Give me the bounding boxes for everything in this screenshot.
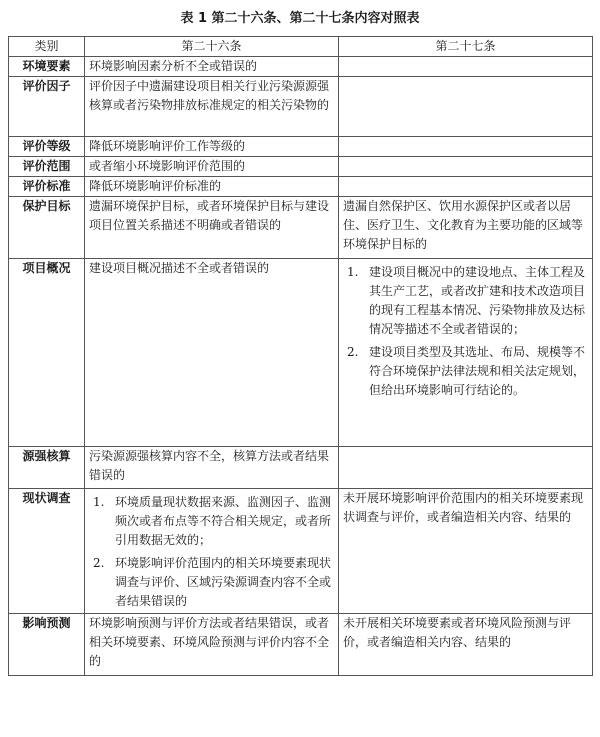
item-text: 环境影响评价范围内的相关环境要素现状调查与评价、区域污染源调查内容不全或者结果错误的 (115, 556, 332, 608)
article-26-cell (85, 489, 339, 614)
list-item (89, 493, 334, 550)
item-number: 2. (347, 345, 359, 359)
table-row (9, 447, 593, 489)
article-27-cell (339, 157, 593, 177)
article-27-cell (339, 259, 593, 447)
row-category: 源强核算 (9, 447, 85, 489)
article-26-cell: 评价因子中遗漏建设项目相关行业污染源源强核算或者污染物排放标准规定的相关污染物的 (85, 77, 339, 137)
article-26-cell: 建设项目概况描述不全或者错误的 (85, 259, 339, 447)
article-27-cell: 未开展环境影响评价范围内的相关环境要素现状调查与评价，或者编造相关内容、结果的 (339, 489, 593, 614)
article-27-cell (339, 57, 593, 77)
table-caption: 表 1 第二十六条、第二十七条内容对照表 (180, 11, 420, 26)
row-category: 评价标准 (9, 177, 85, 197)
article-27-cell (339, 177, 593, 197)
row-category: 影响预测 (9, 614, 85, 676)
item-number: 1. (93, 495, 105, 509)
numbered-list (343, 263, 588, 400)
item-number: 2. (93, 556, 105, 570)
header-article-26: 第二十六条 (85, 37, 339, 57)
row-category: 评价因子 (9, 77, 85, 137)
item-number: 1. (347, 265, 359, 279)
table-row (9, 489, 593, 614)
item-text: 建设项目类型及其选址、布局、规模等不符合环境保护法律法规和相关法定规划，但给出环境影响可行结论的。 (369, 345, 586, 397)
table-row (9, 77, 593, 137)
row-category: 评价范围 (9, 157, 85, 177)
article-26-cell: 或者缩小环境影响评价范围的 (85, 157, 339, 177)
table-row (9, 177, 593, 197)
header-category: 类别 (9, 37, 85, 57)
list-item (89, 554, 334, 611)
row-category: 评价等级 (9, 137, 85, 157)
numbered-list (89, 493, 334, 611)
article-26-cell: 降低环境影响评价工作等级的 (85, 137, 339, 157)
row-category: 现状调查 (9, 489, 85, 614)
article-26-cell: 环境影响因素分析不全或错误的 (85, 57, 339, 77)
header-row (9, 37, 593, 57)
list-item (343, 263, 588, 339)
table-row (9, 137, 593, 157)
header-article-27: 第二十七条 (339, 37, 593, 57)
row-category: 环境要素 (9, 57, 85, 77)
article-26-cell: 污染源源强核算内容不全，核算方法或者结果错误的 (85, 447, 339, 489)
list-item (343, 343, 588, 400)
article-27-cell: 未开展相关环境要素或者环境风险预测与评价，或者编造相关内容、结果的 (339, 614, 593, 676)
article-26-cell: 环境影响预测与评价方法或者结果错误，或者相关环境要素、环境风险预测与评价内容不全的 (85, 614, 339, 676)
table-row (9, 157, 593, 177)
item-text: 建设项目概况中的建设地点、主体工程及其生产工艺，或者改扩建和技术改造项目的现有工程基本情况、污染物排放及达标情况等描述不全或者错误的； (369, 265, 586, 336)
article-27-cell (339, 77, 593, 137)
item-text: 环境质量现状数据来源、监测因子、监测频次或者布点等不符合相关规定，或者所引用数据无效的； (115, 495, 332, 547)
row-category: 项目概况 (9, 259, 85, 447)
article-27-cell: 遗漏自然保护区、饮用水源保护区或者以居住、医疗卫生、文化教育为主要功能的区域等环境保护目标的 (339, 197, 593, 259)
table-row (9, 259, 593, 447)
table-row (9, 614, 593, 676)
row-category: 保护目标 (9, 197, 85, 259)
comparison-table (8, 36, 593, 676)
article-27-cell (339, 137, 593, 157)
article-27-cell (339, 447, 593, 489)
article-26-cell: 降低环境影响评价标准的 (85, 177, 339, 197)
table-row (9, 57, 593, 77)
article-26-cell: 遗漏环境保护目标，或者环境保护目标与建设项目位置关系描述不明确或者错误的 (85, 197, 339, 259)
table-row (9, 197, 593, 259)
